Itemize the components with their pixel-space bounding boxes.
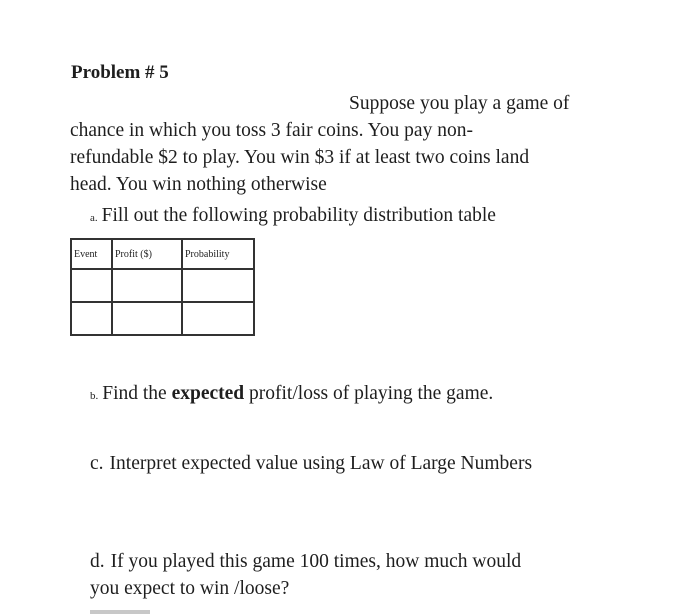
- problem-line-3: refundable $2 to play. You win $3 if at least two coins land: [70, 147, 530, 168]
- question-d-marker: d.: [90, 551, 105, 572]
- problem-heading: Problem # 5: [71, 62, 169, 83]
- problem-line-2: chance in which you toss 3 fair coins. You pay non-: [70, 120, 473, 141]
- table-cell: [71, 269, 112, 302]
- probability-distribution-table: [70, 238, 255, 336]
- question-b-marker: b.: [90, 390, 99, 402]
- question-d-line-1: If you played this game 100 times, how much would: [110, 551, 522, 572]
- problem-statement: [70, 90, 630, 198]
- table-cell: [112, 302, 182, 335]
- cut-off-next-line: [90, 604, 240, 614]
- column-header-profit: Profit ($): [112, 239, 182, 269]
- column-header-event: Event: [71, 239, 112, 269]
- table-row: [71, 269, 254, 302]
- question-c-marker: c.: [90, 453, 104, 474]
- question-c-text: Interpret expected value using Law of Large Numbers: [109, 453, 533, 474]
- question-d-line-2: you expect to win /loose?: [90, 578, 290, 599]
- question-d: [90, 548, 521, 602]
- question-b-text-bold: expected: [171, 383, 245, 404]
- question-b-text-before: Find the: [102, 383, 172, 404]
- question-a-marker: a.: [90, 212, 98, 224]
- table-cell: [71, 302, 112, 335]
- column-header-probability: Probability: [182, 239, 254, 269]
- question-b-text-after: profit/loss of playing the game.: [244, 383, 494, 404]
- table-header-row: [71, 239, 254, 269]
- question-a-text: Fill out the following probability distribution table: [101, 205, 496, 226]
- problem-line-4: head. You win nothing otherwise: [70, 174, 327, 195]
- table-cell: [112, 269, 182, 302]
- question-c: [90, 450, 532, 477]
- question-a: [90, 202, 496, 232]
- table-cell: [182, 302, 254, 335]
- table-cell: [182, 269, 254, 302]
- question-b: [90, 380, 493, 410]
- table-row: [71, 302, 254, 335]
- problem-line-1: Suppose you play a game of: [349, 93, 570, 114]
